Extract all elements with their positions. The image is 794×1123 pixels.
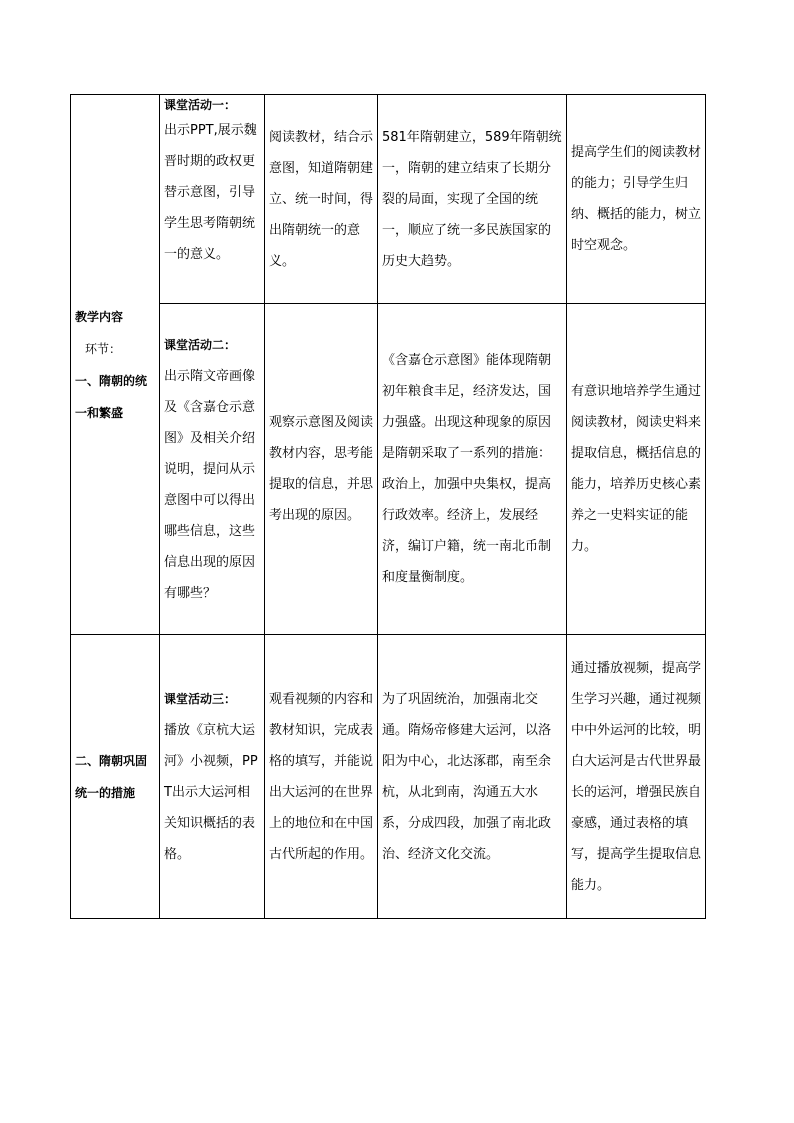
intent-text: 通过播放视频，提高学生学习兴趣，通过视频中中外运河的比较，明白大运河是古代世界最长的运河，增强民族自豪感，通过表格的填写，提高学生提取信息能力。 <box>571 660 702 893</box>
content-text: 为了巩固统治，加强南北交通。隋炀帝修建大运河，以洛阳为中心，北达涿郡，南至余杭，从北到南，沟通五大水系，分成四段，加强了南北政治、经济文化交流。 <box>382 691 552 862</box>
content-cell <box>378 95 567 304</box>
section-title: 一、隋朝的统一和繁盛 <box>75 373 148 420</box>
student-activity-cell <box>265 304 378 635</box>
intent-cell <box>567 635 706 919</box>
section-prefix: 教学内容 <box>75 309 124 324</box>
section-cell-2 <box>71 635 160 919</box>
activity-title: 课堂活动三： <box>164 691 237 706</box>
teacher-activity-cell <box>160 304 265 635</box>
student-activity-cell <box>265 635 378 919</box>
intent-text: 提高学生们的阅读教材的能力；引导学生归纳、概括的能力，树立时空观念。 <box>571 145 702 253</box>
section-cell-1 <box>71 95 160 635</box>
content-cell <box>378 304 567 635</box>
teacher-activity-cell <box>160 95 265 304</box>
content-cell <box>378 635 567 919</box>
activity-title: 课堂活动一： <box>164 98 237 112</box>
section-suffix: 环节： <box>85 341 122 356</box>
student-activity-text: 观察示意图及阅读教材内容，思考能提取的信息，并思考出现的原因。 <box>269 415 374 523</box>
content-text: 《含嘉仓示意图》能体现隋朝初年粮食丰足，经济发达，国力强盛。出现这种现象的原因是隋朝采取了一系列的措施：政治上，加强中央集权，提高行政效率。经济上，发展经济，编订户籍，统一南北币制和度量衡制度。 <box>382 353 552 585</box>
activity-title: 课堂活动二： <box>164 337 237 352</box>
teacher-activity-cell <box>160 635 265 919</box>
teacher-activity-text: 出示PPT,展示魏晋时期的政权更替示意图，引导学生思考隋朝统一的意义。 <box>164 123 257 262</box>
teacher-activity-text: 播放《京杭大运河》小视频，PPT出示大运河相关知识概括的表格。 <box>164 722 258 862</box>
content-text: 581年隋朝建立，589年隋朝统一，隋朝的建立结束了长期分裂的局面，实现了全国的统一，顺应了统一多民族国家的历史大趋势。 <box>382 129 562 269</box>
student-activity-text: 阅读教材，结合示意图，知道隋朝建立、统一时间，得出隋朝统一的意义。 <box>269 129 374 269</box>
teacher-activity-text: 出示隋文帝画像及《含嘉仓示意图》及相关介绍说明，提问从示意图中可以得出哪些信息，这些信息出现的原因有哪些？ <box>164 368 256 601</box>
table-row <box>71 635 706 919</box>
intent-text: 有意识地培养学生通过阅读教材，阅读史料来提取信息，概括信息的能力，培养历史核心素养之一史料实证的能力。 <box>571 384 702 554</box>
student-activity-cell <box>265 95 378 304</box>
intent-cell <box>567 95 706 304</box>
lesson-plan-table <box>70 94 706 919</box>
student-activity-text: 观看视频的内容和教材知识，完成表格的填写，并能说出大运河的在世界上的地位和在中国古代所起的作用。 <box>269 691 374 862</box>
table-row <box>71 95 706 304</box>
intent-cell <box>567 304 706 635</box>
table-row <box>71 304 706 635</box>
section-title: 二、隋朝巩固统一的措施 <box>75 753 148 800</box>
